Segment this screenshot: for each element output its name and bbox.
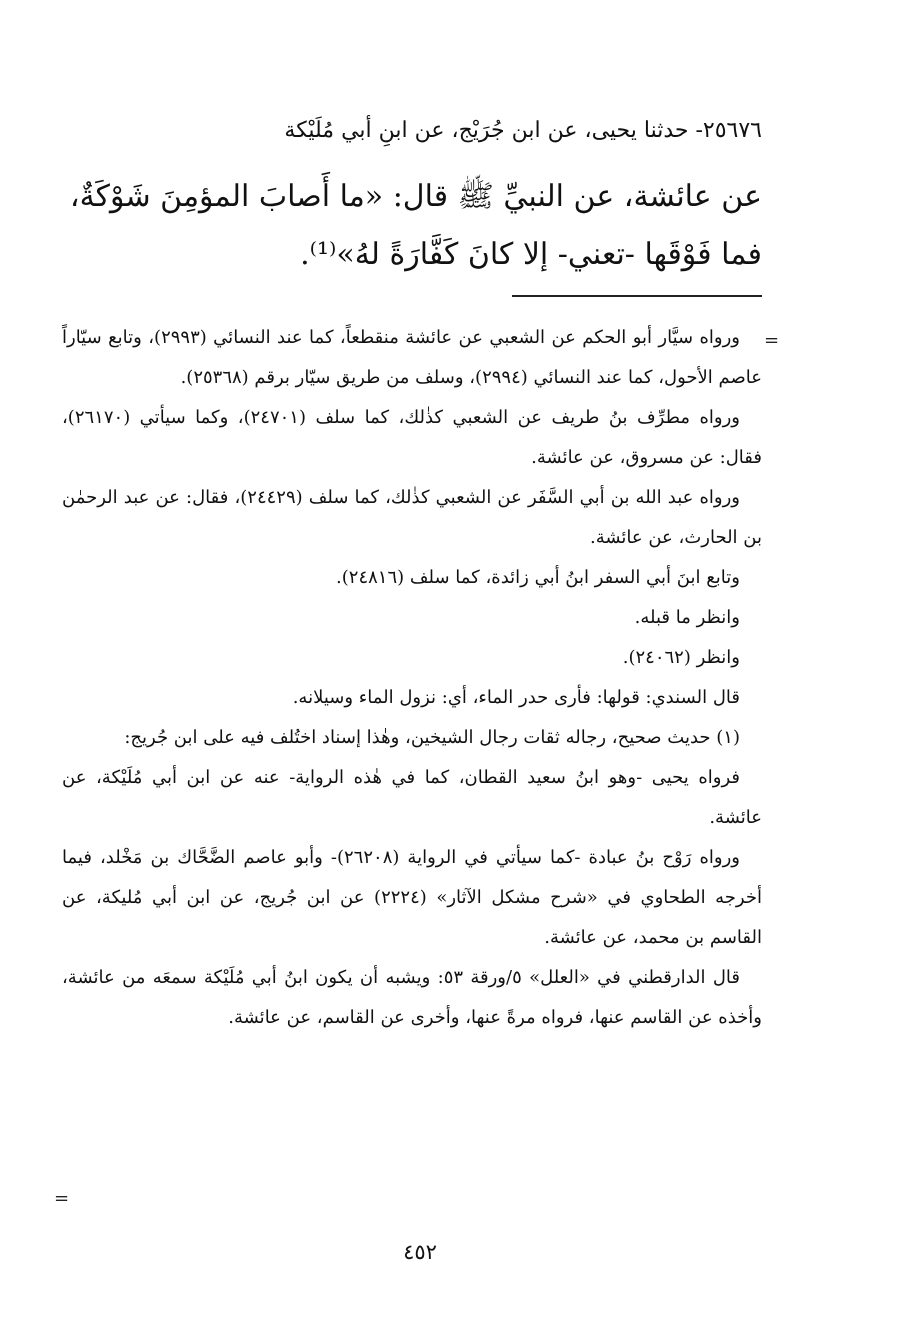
footnote-paragraph: قال الدارقطني في «العلل» ٥/ورقة ٥٣: ويشبه أن يكون ابنُ أبي مُلَيْكة سمعَه من عائشة، وأخذه عن القاسم عنها، فرواه مرةً عنها، وأخرى عن القاسم، عن عائشة. [62,967,762,1028]
hadith-text-line: فما فَوْقَها -تعني- إلا كانَ كَفَّارَةً لهُ»⁽¹⁾. [300,237,762,272]
footnote-paragraph: ورواه رَوْح بنُ عبادة -كما سيأتي في الرواية (٢٦٢٠٨)- وأبو عاصم الضَّحَّاك بن مَخْلد، فيما أخرجه الطحاوي في «شرح مشكل الآثار» (٢٢٢٤) عن ابن جُريج، عن ابن أبي مُليكة، عن القاسم بن محمد، عن عائشة. [62,847,762,948]
footnotes [62,318,762,1038]
footnote-paragraph: فرواه يحيى -وهو ابنُ سعيد القطان، كما في هٰذه الرواية- عنه عن ابن أبي مُلَيْكة، عن عائشة. [62,767,762,828]
hadith-number-line: ٢٥٦٧٦- حدثنا يحيى، عن ابن جُرَيْج، عن ابنِ أبي مُلَيْكة [284,118,762,143]
footnote-paragraph: ورواه سيَّار أبو الحكم عن الشعبي عن عائشة منقطعاً، كما عند النسائي (٢٩٩٣)، وتابع سيّاراً عاصم الأحول، كما عند النسائي (٢٩٩٤)، وسلف من طريق سيّار برقم (٢٥٣٦٨). [62,327,762,388]
hadith-text-line: عن عائشة، عن النبيِّ ﷺ قال: «ما أَصابَ المؤمِنَ شَوْكَةٌ، [69,179,762,214]
footnote-1: (١) حديث صحيح، رجاله ثقات رجال الشيخين، وهٰذا إسناد اختُلف فيه على ابن جُريج: [124,727,740,748]
footnote-paragraph: قال السندي: قولها: فأرى حدر الماء، أي: نزول الماء وسيلانه. [292,687,740,708]
footnote-paragraph: وانظر ما قبله. [634,607,740,628]
footnote-separator [512,295,762,297]
continuation-mark-bottom: = [54,1188,70,1209]
footnote-paragraph: ورواه مطرِّف بنُ طريف عن الشعبي كذٰلك، كما سلف (٢٤٧٠١)، وكما سيأتي (٢٦١٧٠)، فقال: عن مسروق، عن عائشة. [62,407,762,468]
continuation-mark-top: = [764,330,780,351]
footnote-paragraph: ورواه عبد الله بن أبي السَّفَر عن الشعبي كذٰلك، كما سلف (٢٤٤٢٩)، فقال: عن عبد الرحمٰن بن الحارث، عن عائشة. [62,487,762,548]
footnote-paragraph: وتابع ابنَ أبي السفر ابنُ أبي زائدة، كما سلف (٢٤٨١٦). [336,567,740,588]
hadith-text [70,168,762,284]
page-number: ٤٥٢ [403,1240,437,1264]
footnote-paragraph: وانظر (٢٤٠٦٢). [622,647,740,668]
